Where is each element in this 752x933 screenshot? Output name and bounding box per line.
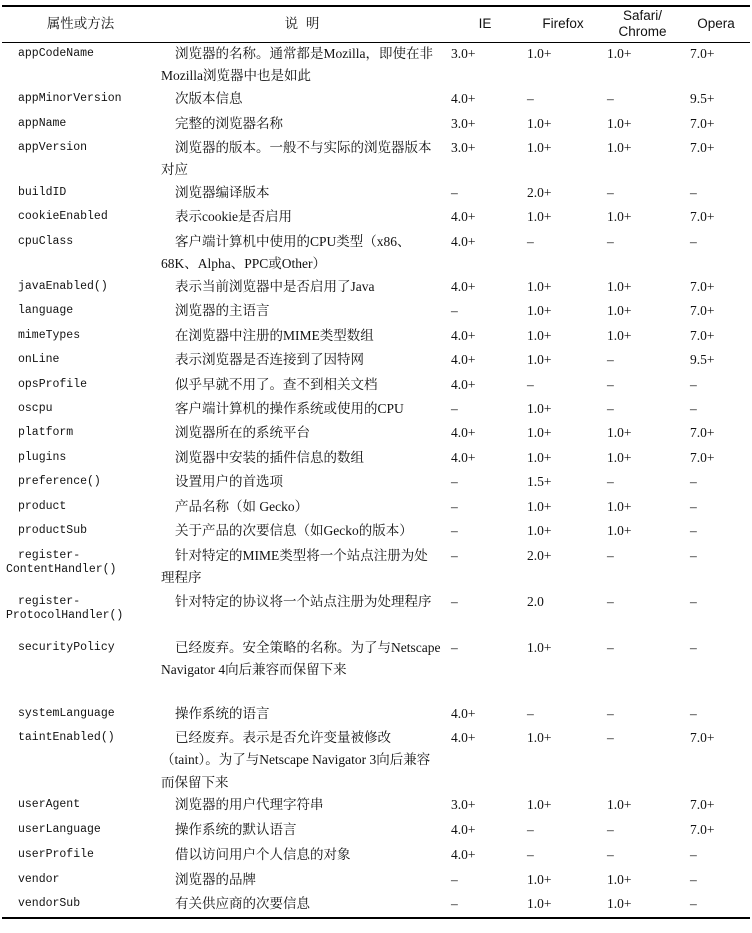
firefox-support-cell: –	[527, 705, 534, 721]
safari-chrome-support-cell: 1.0+	[607, 45, 632, 61]
firefox-support-cell: 1.0+	[527, 797, 552, 812]
header-row	[2, 6, 750, 42]
firefox-support-cell: –	[527, 847, 534, 862]
description-cell	[159, 869, 447, 893]
firefox-support-cell: 1.0+	[527, 302, 552, 318]
opera-support-cell: 7.0+	[690, 797, 715, 812]
description-cell	[159, 727, 447, 795]
ie-support-cell: 3.0+	[451, 797, 476, 812]
firefox-support-cell: 1.0+	[527, 327, 552, 343]
header-description: 说 明	[159, 6, 447, 42]
firefox-support-cell: 2.0+	[527, 184, 552, 200]
safari-chrome-support-cell: 1.0+	[607, 115, 632, 131]
description-cell	[159, 276, 447, 300]
safari-chrome-support-cell: 1.0+	[607, 797, 632, 812]
firefox-support-cell: 1.0+	[527, 449, 552, 465]
description-text: 已经废弃。表示是否允许变量被修改（taint）。为了与Netscape Navigator 3向后兼容而保留下来	[161, 729, 431, 790]
property-name-cell: systemLanguage	[18, 706, 115, 720]
description-cell	[159, 42, 447, 88]
table-row	[2, 137, 750, 182]
description-cell	[159, 545, 447, 591]
table-row	[2, 182, 750, 206]
property-name-line1: register-	[18, 548, 81, 562]
description-text: 浏览器所在的系统平台	[175, 424, 310, 440]
description-text: 在浏览器中注册的MIME类型数组	[175, 327, 374, 343]
opera-support-cell: 7.0+	[690, 208, 715, 224]
description-cell	[159, 703, 447, 727]
opera-support-cell: 7.0+	[690, 139, 715, 155]
description-text: 浏览器的主语言	[175, 302, 270, 318]
table-row	[2, 727, 750, 795]
safari-chrome-support-cell: –	[607, 822, 614, 837]
opera-support-cell: 7.0+	[690, 822, 715, 837]
header-firefox: Firefox	[523, 6, 603, 42]
firefox-support-cell: 1.0+	[527, 522, 552, 538]
firefox-support-cell: –	[527, 376, 534, 392]
table-row	[2, 893, 750, 918]
safari-chrome-support-cell: 1.0+	[607, 872, 632, 887]
description-text: 浏览器的品牌	[175, 872, 256, 887]
firefox-support-cell: 1.0+	[523, 893, 603, 918]
safari-chrome-support-cell: 1.0+	[607, 522, 632, 538]
table-row	[2, 844, 750, 869]
firefox-support-cell: 1.0+	[527, 351, 552, 367]
description-text: 浏览器的版本。一般不与实际的浏览器版本对应	[161, 139, 432, 177]
property-name-cell: product	[18, 499, 67, 513]
opera-support-cell: –	[690, 473, 697, 489]
firefox-support-cell: 1.0+	[527, 498, 552, 514]
table-row	[2, 637, 750, 703]
safari-chrome-support-cell: –	[607, 90, 614, 106]
opera-support-cell: 7.0+	[690, 729, 715, 745]
firefox-support-cell: 1.0+	[527, 208, 552, 224]
ie-support-cell: 4.0+	[451, 351, 476, 367]
table-row	[2, 206, 750, 231]
header-property: 属性或方法	[2, 6, 159, 42]
ie-support-cell: –	[447, 893, 523, 918]
description-text: 表示当前浏览器中是否启用了Java	[175, 278, 375, 294]
description-cell	[159, 206, 447, 231]
opera-support-cell: 7.0+	[690, 278, 715, 294]
firefox-support-cell: 1.0+	[527, 424, 552, 440]
navigator-properties-table	[2, 5, 750, 919]
description-cell	[159, 447, 447, 471]
ie-support-cell: 4.0+	[451, 327, 476, 343]
safari-chrome-support-cell: 1.0+	[607, 449, 632, 465]
ie-support-cell: –	[451, 473, 458, 489]
ie-support-cell: –	[451, 184, 458, 200]
opera-support-cell: –	[690, 522, 697, 538]
table-row	[2, 703, 750, 727]
property-name-cell: appVersion	[18, 140, 88, 154]
description-cell	[159, 520, 447, 545]
description-text: 针对特定的MIME类型将一个站点注册为处理程序	[161, 547, 428, 585]
table-row	[2, 496, 750, 520]
description-cell	[159, 349, 447, 374]
description-cell	[159, 471, 447, 496]
ie-support-cell: –	[451, 547, 458, 563]
property-name-cell: platform	[18, 425, 74, 439]
safari-chrome-support-cell: 1.0+	[603, 893, 682, 918]
description-cell	[159, 819, 447, 844]
safari-chrome-support-cell: –	[607, 473, 614, 489]
ie-support-cell: 4.0+	[451, 233, 476, 249]
opera-support-cell: –	[690, 639, 697, 655]
description-text: 设置用户的首选项	[175, 473, 283, 489]
property-name-cell: preference()	[18, 474, 101, 488]
property-name-cell: opsProfile	[18, 377, 88, 391]
table-header	[2, 6, 750, 42]
ie-support-cell: –	[451, 872, 458, 887]
property-name-cell: securityPolicy	[18, 640, 115, 654]
description-text: 借以访问用户个人信息的对象	[175, 847, 351, 862]
table-row	[2, 819, 750, 844]
opera-support-cell: –	[690, 593, 697, 609]
firefox-support-cell: 1.0+	[527, 278, 552, 294]
ie-support-cell: 3.0+	[451, 45, 476, 61]
safari-chrome-support-cell: –	[607, 184, 614, 200]
ie-support-cell: –	[451, 593, 458, 609]
firefox-support-cell: 1.0+	[527, 115, 552, 131]
description-text: 表示浏览器是否连接到了因特网	[175, 351, 364, 367]
safari-chrome-support-cell: 1.0+	[607, 208, 632, 224]
description-cell	[159, 591, 447, 637]
description-text: 似乎早就不用了。查不到相关文档	[175, 376, 378, 392]
description-text: 完整的浏览器名称	[175, 115, 283, 131]
table-row	[2, 869, 750, 893]
property-name-cell: oscpu	[18, 401, 53, 415]
safari-chrome-support-cell: –	[607, 639, 614, 655]
ie-support-cell: 3.0+	[451, 139, 476, 155]
table-row	[2, 349, 750, 374]
property-name-cell: appName	[18, 116, 67, 130]
description-text: 已经废弃。安全策略的名称。为了与Netscape Navigator 4向后兼容而保留下来	[161, 639, 441, 677]
firefox-support-cell: 1.0+	[527, 45, 552, 61]
opera-support-cell: –	[690, 498, 697, 514]
description-text: 有关供应商的次要信息	[175, 896, 310, 911]
property-name-cell	[2, 545, 159, 591]
opera-support-cell: –	[690, 705, 697, 721]
safari-chrome-support-cell: 1.0+	[607, 278, 632, 294]
table-row	[2, 422, 750, 447]
description-cell	[159, 137, 447, 182]
safari-chrome-support-cell: 1.0+	[607, 424, 632, 440]
table-row	[2, 545, 750, 591]
safari-chrome-support-cell: 1.0+	[607, 327, 632, 343]
ie-support-cell: –	[451, 639, 458, 655]
firefox-support-cell: –	[527, 233, 534, 249]
ie-support-cell: 4.0+	[451, 376, 476, 392]
safari-chrome-support-cell: 1.0+	[607, 139, 632, 155]
property-name-cell: productSub	[18, 523, 88, 537]
opera-support-cell: 7.0+	[690, 302, 715, 318]
description-text: 关于产品的次要信息（如Gecko的版本）	[175, 522, 413, 538]
firefox-support-cell: 1.0+	[527, 729, 552, 745]
ie-support-cell: 3.0+	[451, 115, 476, 131]
ie-support-cell: 4.0+	[451, 90, 476, 106]
safari-chrome-support-cell: –	[607, 705, 614, 721]
ie-support-cell: 4.0+	[451, 424, 476, 440]
description-text: 次版本信息	[175, 90, 243, 106]
description-cell	[159, 182, 447, 206]
ie-support-cell: –	[451, 302, 458, 318]
property-name-cell: taintEnabled()	[18, 730, 115, 744]
ie-support-cell: 4.0+	[451, 449, 476, 465]
opera-support-cell: –	[690, 872, 697, 887]
safari-chrome-support-cell: –	[607, 376, 614, 392]
header-ie: IE	[447, 6, 523, 42]
description-cell	[159, 893, 447, 918]
opera-support-cell: 7.0+	[690, 449, 715, 465]
ie-support-cell: 4.0+	[451, 208, 476, 224]
description-text: 针对特定的协议将一个站点注册为处理程序	[175, 593, 432, 609]
table-row	[2, 325, 750, 349]
firefox-support-cell: –	[527, 90, 534, 106]
property-name-cell	[2, 591, 159, 637]
firefox-support-cell: 1.0+	[527, 639, 552, 655]
firefox-support-cell: 1.0+	[527, 139, 552, 155]
description-text: 浏览器编译版本	[175, 184, 270, 200]
header-safari-chrome	[603, 6, 682, 42]
opera-support-cell: 7.0+	[690, 327, 715, 343]
opera-support-cell: 9.5+	[690, 90, 715, 106]
table-row	[2, 113, 750, 137]
safari-chrome-support-cell: 1.0+	[607, 302, 632, 318]
property-name-cell: userProfile	[18, 848, 94, 861]
description-text: 浏览器的名称。通常都是Mozilla，即使在非Mozilla浏览器中也是如此	[161, 45, 433, 83]
safari-chrome-support-cell: –	[607, 547, 614, 563]
property-name-line1: register-	[18, 594, 81, 608]
safari-chrome-support-cell: –	[607, 351, 614, 367]
property-name-cell: appMinorVersion	[18, 91, 122, 105]
opera-support-cell: –	[690, 847, 697, 862]
table-row	[2, 231, 750, 276]
description-cell	[159, 88, 447, 113]
table-row	[2, 276, 750, 300]
table-row	[2, 88, 750, 113]
description-text: 操作系统的默认语言	[175, 822, 297, 837]
property-name-line2: ProtocolHandler()	[6, 608, 124, 622]
description-cell	[159, 231, 447, 276]
property-name-cell: appCodeName	[18, 46, 94, 60]
property-name-line2: ContentHandler()	[6, 562, 117, 576]
property-name-cell: language	[18, 303, 74, 317]
description-text: 浏览器的用户代理字符串	[175, 797, 324, 812]
description-text: 客户端计算机的操作系统或使用的CPU	[175, 400, 404, 416]
property-name-cell: buildID	[18, 185, 67, 199]
table-row	[2, 300, 750, 325]
property-name-cell: onLine	[18, 352, 60, 366]
opera-support-cell: –	[682, 893, 750, 918]
safari-chrome-support-cell: 1.0+	[607, 498, 632, 514]
safari-chrome-support-cell: –	[607, 729, 614, 745]
description-text: 产品名称（如 Gecko）	[175, 498, 309, 514]
opera-support-cell: 7.0+	[690, 45, 715, 61]
description-cell	[159, 398, 447, 422]
description-cell	[159, 325, 447, 349]
firefox-support-cell: –	[527, 822, 534, 837]
description-cell	[159, 496, 447, 520]
ie-support-cell: 4.0+	[451, 822, 476, 837]
table-row	[2, 374, 750, 398]
property-name-cell: vendor	[18, 873, 60, 886]
table-body	[2, 42, 750, 918]
firefox-support-cell: 1.0+	[527, 400, 552, 416]
description-cell	[159, 300, 447, 325]
opera-support-cell: –	[690, 376, 697, 392]
property-name-cell: mimeTypes	[18, 328, 81, 342]
description-text: 操作系统的语言	[175, 705, 270, 721]
safari-chrome-support-cell: –	[607, 593, 614, 609]
ie-support-cell: –	[451, 522, 458, 538]
safari-chrome-support-cell: –	[607, 400, 614, 416]
ie-support-cell: 4.0+	[451, 729, 476, 745]
property-name-cell: cookieEnabled	[18, 209, 108, 223]
opera-support-cell: 9.5+	[690, 351, 715, 367]
description-text: 表示cookie是否启用	[175, 208, 292, 224]
ie-support-cell: 4.0+	[451, 705, 476, 721]
opera-support-cell: –	[690, 400, 697, 416]
description-cell	[159, 794, 447, 819]
description-cell	[159, 374, 447, 398]
opera-support-cell: –	[690, 233, 697, 249]
property-name-cell: plugins	[18, 450, 67, 464]
table-row	[2, 520, 750, 545]
description-cell	[159, 637, 447, 703]
property-name-cell: userAgent	[18, 798, 81, 811]
property-name-cell: javaEnabled()	[18, 279, 108, 293]
description-text: 客户端计算机中使用的CPU类型（x86、68K、Alpha、PPC或Other）	[161, 233, 411, 271]
property-name-cell: userLanguage	[18, 823, 101, 836]
ie-support-cell: 4.0+	[451, 847, 476, 862]
table-row	[2, 591, 750, 637]
table-row	[2, 398, 750, 422]
table-row	[2, 794, 750, 819]
firefox-support-cell: 1.5+	[527, 473, 552, 489]
firefox-support-cell: 1.0+	[527, 872, 552, 887]
firefox-support-cell: 2.0	[527, 593, 544, 609]
header-opera: Opera	[682, 6, 750, 42]
opera-support-cell: –	[690, 547, 697, 563]
ie-support-cell: 4.0+	[451, 278, 476, 294]
description-cell	[159, 844, 447, 869]
property-name-cell: cpuClass	[18, 234, 74, 248]
ie-support-cell: –	[451, 498, 458, 514]
description-text: 浏览器中安装的插件信息的数组	[175, 449, 364, 465]
description-cell	[159, 422, 447, 447]
opera-support-cell: 7.0+	[690, 424, 715, 440]
ie-support-cell: –	[451, 400, 458, 416]
opera-support-cell: 7.0+	[690, 115, 715, 131]
header-safari-chrome-text: Safari/ Chrome	[618, 8, 667, 40]
property-name-cell: vendorSub	[2, 893, 159, 918]
safari-chrome-support-cell: –	[607, 233, 614, 249]
table-row	[2, 471, 750, 496]
description-cell	[159, 113, 447, 137]
safari-chrome-support-cell: –	[607, 847, 614, 862]
table-row	[2, 447, 750, 471]
opera-support-cell: –	[690, 184, 697, 200]
firefox-support-cell: 2.0+	[527, 547, 552, 563]
table-row	[2, 42, 750, 88]
